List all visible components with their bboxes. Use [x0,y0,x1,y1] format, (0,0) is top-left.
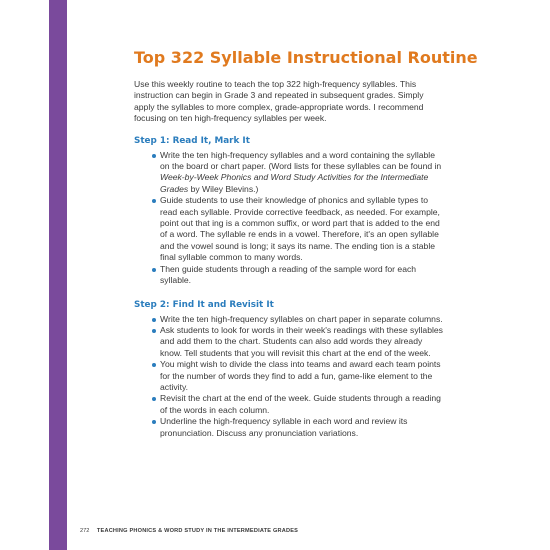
page-title: Top 322 Syllable Instructional Routine [134,48,478,67]
step-1-bullet-3-text: Then guide students through a reading of the sample word for each syllable. [160,263,417,286]
step-2-bullet-text: Write the ten high-frequency syllables on chart paper in separate columns. [160,313,443,324]
step-1-list [134,150,446,287]
step-1-bullet-2-text: Guide students to use their knowledge of phonics and syllable types to read each syllable. Provide corrective feedback, as needed. For example, point out that ing is a common suffix, or word part that is added to the end of a word. The syllable re ends in a vowel. Therefore, it's an open syllable and the vowel sound is long; it says its name. The ending tion is a stable final syllable common to many words. [160,195,440,263]
list-item [152,264,446,287]
list-item [152,325,446,359]
step-2-bullet-text: Revisit the chart at the end of the week. Guide students through a reading of the words in each column. [160,393,441,415]
bullet-icon [152,268,156,272]
bullet-icon [152,318,156,322]
list-item [152,393,446,416]
list-item [152,416,446,439]
running-footer-title: TEACHING PHONICS & WORD STUDY IN THE INTERMEDIATE GRADES [96,528,299,534]
step-2-bullet-text: Underline the high-frequency syllable in each word and review its pronunciation. Discuss any pronunciation variations. [160,416,408,438]
step-2-heading: Step 2: Find It and Revisit It [134,299,274,310]
bullet-icon [152,329,156,333]
list-item [152,195,446,263]
list-item [152,359,446,393]
list-item [152,150,446,196]
intro-paragraph: Use this weekly routine to teach the top 322 high-frequency syllables. This instruction can begin in Grade 3 and repeated in subsequent grades. Simply apply the syllables to more complex, grade-appropriate words. I recommend focusing on ten high-frequency syllables per week. [134,79,424,124]
book-title-italic: Week-by-Week Phonics and Word Study Activities for the Intermediate Grades [160,172,429,194]
page-number: 272 [80,528,90,534]
page-content [134,48,478,452]
step-1-heading: Step 1: Read It, Mark It [134,135,250,146]
step-2-bullet-text: Ask students to look for words in their week's readings with these syllables and add them to the chart. Students can also add words they already know. Tell students that you will revisit this chart at the end of the week. [160,324,443,358]
bullet-icon [152,363,156,367]
page-footer [80,528,298,534]
bullet-icon [152,154,156,158]
bullet-icon [152,397,156,401]
side-color-bar [49,0,67,550]
step-1-bullet-1-text-b: by Wiley Blevins.) [188,183,259,194]
step-2-list [134,314,446,439]
step-2-bullet-text: You might wish to divide the class into teams and award each team points for the number of words they find to add a fun, game-like element to the activity. [160,359,441,392]
bullet-icon [152,199,156,203]
bullet-icon [152,420,156,424]
step-1-bullet-1-text-a: Write the ten high-frequency syllables and a word containing the syllable on the board or chart paper. (Word lists for these syllables can be found in [160,149,442,172]
list-item [152,314,446,325]
